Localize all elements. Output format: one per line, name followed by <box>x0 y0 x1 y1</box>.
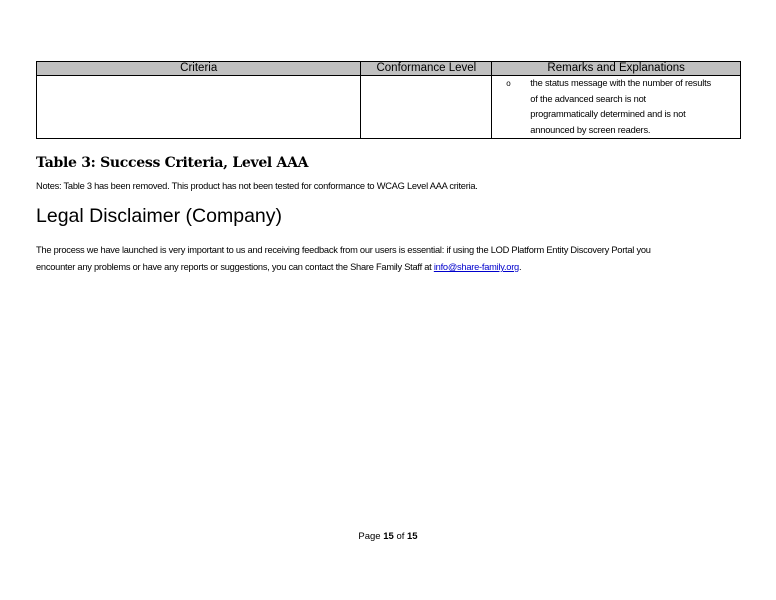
table3-heading: Table 3: Success Criteria, Level AAA <box>36 155 309 171</box>
header-conformance-level: Conformance Level <box>361 62 492 76</box>
remarks-line: of the advanced search is not <box>530 93 646 104</box>
table3-notes: Notes: Table 3 has been removed. This product has not been tested for conformance to WCAG Level AAA criteria. <box>36 181 478 191</box>
table-row <box>37 76 741 139</box>
remarks-line: announced by screen readers. <box>530 124 651 135</box>
header-remarks: Remarks and Explanations <box>492 62 741 76</box>
page-footer <box>0 531 776 542</box>
cell-level <box>361 76 492 139</box>
table-header-row <box>37 62 741 76</box>
criteria-table <box>36 61 741 139</box>
para-text: encounter any problems or have any reports or suggestions, you can contact the Share Family Staff at <box>36 262 434 272</box>
remarks-line: the status message with the number of results <box>530 78 711 88</box>
remarks-line: programmatically determined and is not <box>530 109 686 119</box>
bullet-circle-icon: o <box>506 79 511 88</box>
page-label: Page <box>358 531 384 542</box>
page-total: 15 <box>407 531 418 542</box>
header-criteria: Criteria <box>37 62 361 76</box>
remarks-bullet-item <box>492 76 740 138</box>
page-of: of <box>393 531 408 542</box>
cell-remarks <box>492 76 741 139</box>
page-current: 15 <box>383 531 394 542</box>
para-end: . <box>518 262 522 272</box>
email-link[interactable]: info@share-family.org <box>433 262 519 272</box>
cell-criteria <box>37 76 361 139</box>
legal-disclaimer-heading: Legal Disclaimer (Company) <box>36 205 282 227</box>
legal-disclaimer-paragraph <box>36 242 651 276</box>
para-line: The process we have launched is very important to us and receiving feedback from our users is essential: if using the LOD Platform Entity Discovery Portal you <box>36 245 651 255</box>
para-line <box>36 259 651 276</box>
